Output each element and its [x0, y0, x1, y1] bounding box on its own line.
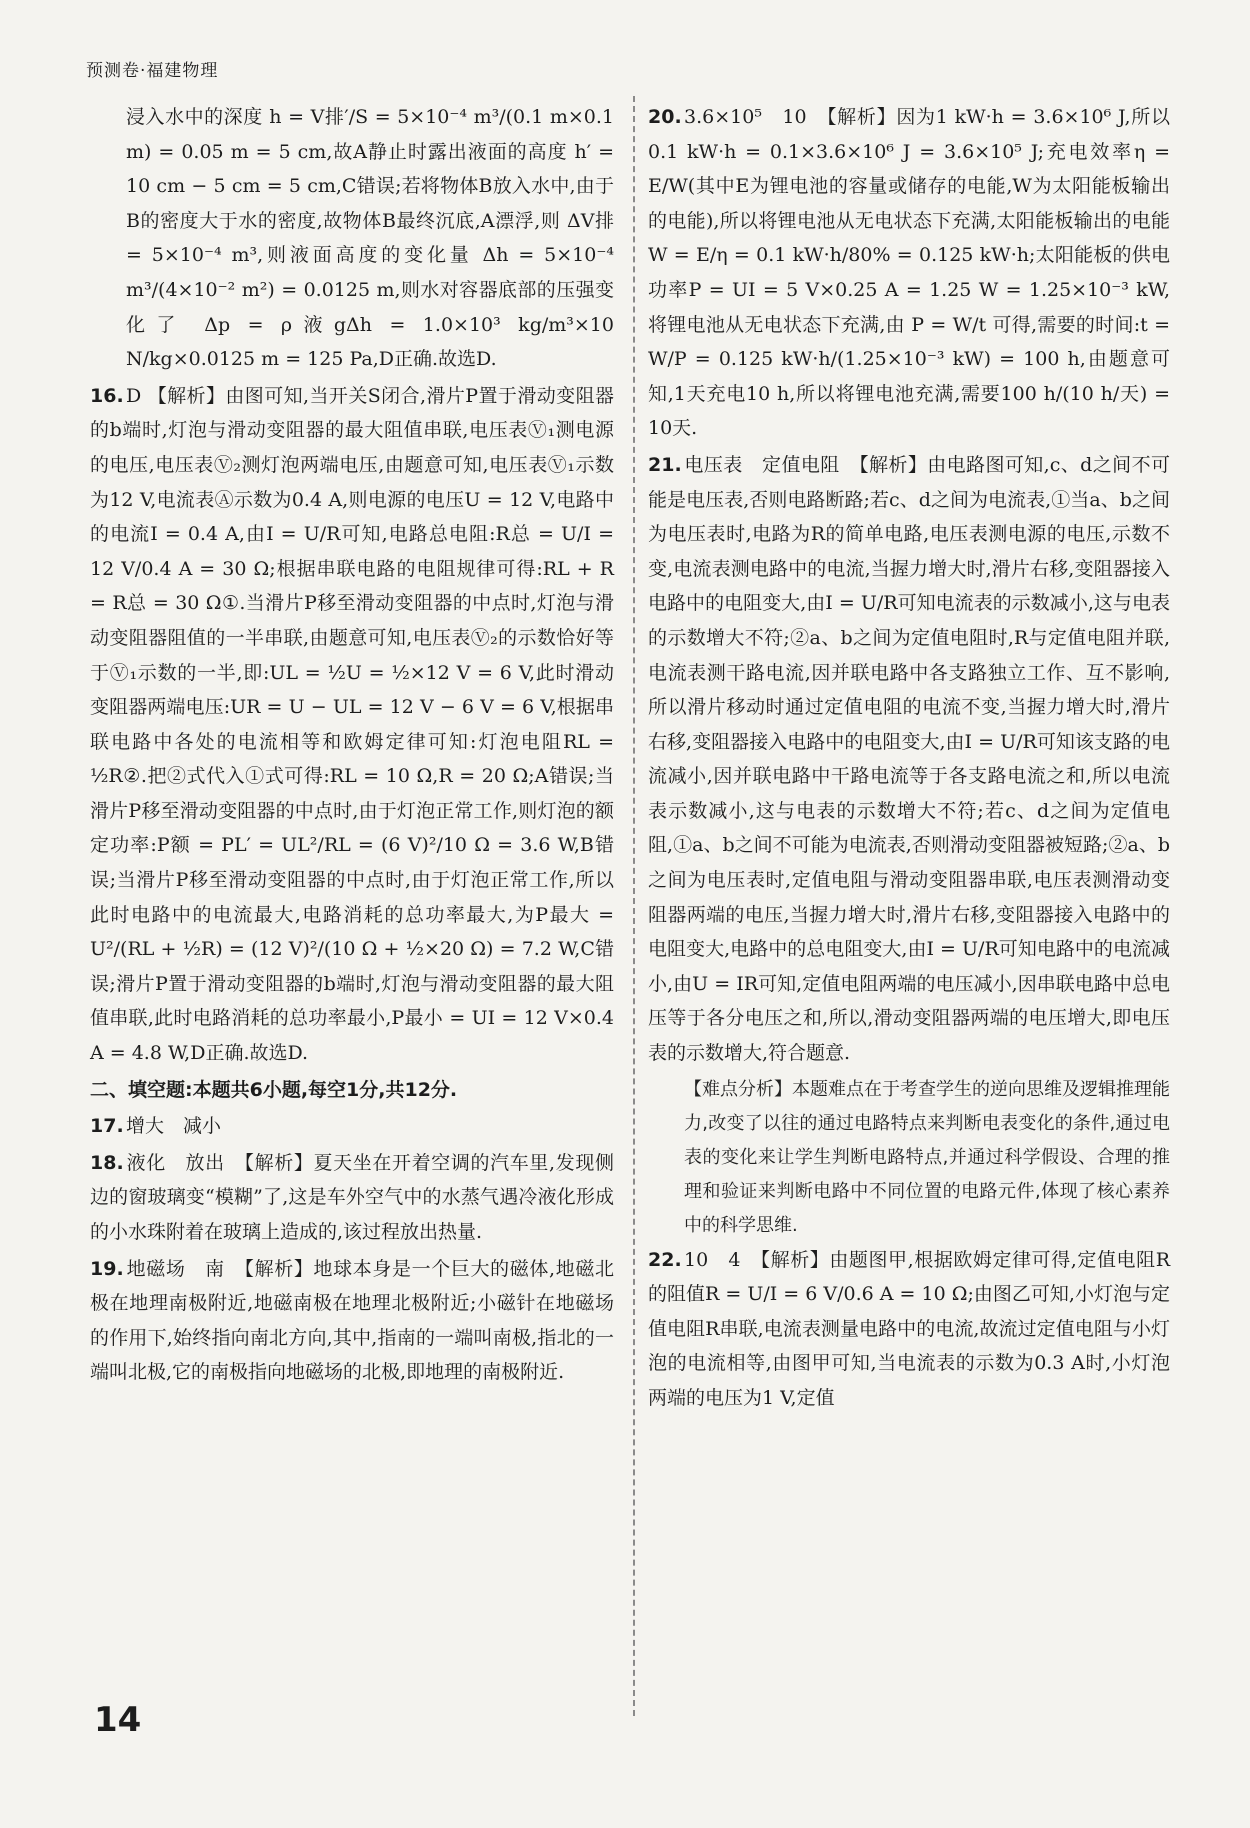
q17-number: 17. — [90, 1115, 124, 1138]
column-divider — [633, 96, 635, 1716]
q15-continuation: 浸入水中的深度 h = V排′/S = 5×10⁻⁴ m³/(0.1 m×0.1 m) = 0.05 m = 5 cm,故A静止时露出液面的高度 h′ = 10 cm − 5 cm = 5 cm,C错误;若将物体B放入水中,由于B的密度大于水的密度,故物体B最终沉底,A漂浮,则 ΔV排 = 5×10⁻⁴ m³,则液面高度的变化量 Δh = 5×10⁻⁴ m³/(4×10⁻² m²) = 0.0125 m,则水对容器底部的压强变化了 Δp = ρ液gΔh = 1.0×10³ kg/m³×10 N/kg×0.0125 m = 125 Pa,D正确.故选D. — [126, 106, 614, 371]
page-header: 预测卷·福建物理 — [86, 61, 219, 81]
q18-text: 液化 放出 【解析】夏天坐在开着空调的汽车里,发现侧边的窗玻璃变“模糊”了,这是车外空气中的水蒸气遇冷液化形成的小水珠附着在玻璃上造成的,该过程放出热量. — [90, 1151, 614, 1243]
q21-number: 21. — [648, 453, 682, 476]
right-column — [648, 100, 1170, 1418]
left-column — [90, 100, 614, 1392]
question-21 — [648, 448, 1170, 1071]
q16-text: D 【解析】由图可知,当开关S闭合,滑片P置于滑动变阻器的b端时,灯泡与滑动变阻器的最大阻值串联,电压表Ⓥ₁测电源的电压,电压表Ⓥ₂测灯泡两端电压,由题意可知,电压表Ⓥ₁示数为12 V,电流表Ⓐ示数为0.4 A,则电源的电压U = 12 V,电路中的电流I = 0.4 A,由I = U/R可知,电路总电阻:R总 = U/I = 12 V/0.4 A = 30 Ω;根据串联电路的电阻规律可得:RL + R = R总 = 30 Ω①.当滑片P移至滑动变阻器的中点时,灯泡与滑动变阻器阻值的一半串联,由题意可知,电压表Ⓥ₂的示数恰好等于Ⓥ₁示数的一半,即:UL = ½U = ½×12 V = 6 V,此时滑动变阻器两端电压:UR = U − UL = 12 V − 6 V = 6 V,根据串联电路中各处的电流相等和欧姆定律可知:灯泡电阻RL = ½R②.把②式代入①式可得:RL = 10 Ω,R = 20 Ω;A错误;当滑片P移至滑动变阻器的中点时,由于灯泡正常工作,则灯泡的额定功率:P额 = PL′ = UL²/RL = (6 V)²/10 Ω = 3.6 W,B错误;当滑片P移至滑动变阻器的中点时,由于灯泡正常工作,所以此时电路中的电流最大,电路消耗的总功率最大,为P最大 = U²/(RL + ½R) = (12 V)²/(10 Ω + ½×20 Ω) = 7.2 W,C错误;滑片P置于滑动变阻器的b端时,灯泡与滑动变阻器的最大阻值串联,此时电路消耗的总功率最小,P最小 = UI = 12 V×0.4 A = 4.8 W,D正确.故选D. — [90, 384, 614, 1065]
difficulty-analysis-note: 【难点分析】本题难点在于考查学生的逆向思维及逻辑推理能力,改变了以往的通过电路特点来判断电表变化的条件,通过电表的变化来让学生判断电路特点,并通过科学假设、合理的推理和验证来判断电路中不同位置的电路元件,体现了核心素养中的科学思维. — [684, 1078, 1170, 1236]
q20-number: 20. — [648, 106, 682, 128]
question-18 — [90, 1146, 614, 1250]
q18-number: 18. — [90, 1151, 124, 1174]
section-2-heading: 二、填空题:本题共6小题,每空1分,共12分. — [90, 1078, 458, 1101]
q21-text: 电压表 定值电阻 【解析】由电路图可知,c、d之间不可能是电压表,否则电路断路;若c、d之间为电流表,①当a、b之间为电压表时,电路为R的简单电路,电压表测电源的电压,示数不变,电流表测电路中的电流,当握力增大时,滑片右移,变阻器接入电路中的电阻变大,由I = U/R可知电流表的示数减小,这与电表的示数增大不符;②a、b之间为定值电阻时,R与定值电阻并联,电流表测干路电流,因并联电路中各支路独立工作、互不影响,所以滑片移动时通过定值电阻的电流不变,当握力增大时,滑片右移,变阻器接入电路中的电阻变大,由I = U/R可知该支路的电流减小,因并联电路中干路电流等于各支路电流之和,所以电流表示数减小,这与电表的示数增大不符;若c、d之间为定值电阻,①a、b之间不可能为电流表,否则滑动变阻器被短路;②a、b之间为电压表时,定值电阻与滑动变阻器串联,电压表测滑动变阻器两端的电压,当握力增大时,滑片右移,变阻器接入电路中的电阻变大,电路中的总电阻变大,由I = U/R可知电路中的电流减小,由U = IR可知,定值电阻两端的电压减小,因串联电路中总电压等于各分电压之和,所以,滑动变阻器两端的电压增大,即电压表的示数增大,符合题意. — [648, 453, 1170, 1065]
question-20 — [648, 100, 1170, 446]
q20-text: 3.6×10⁵ 10 【解析】因为1 kW·h = 3.6×10⁶ J,所以0.1 kW·h = 0.1×3.6×10⁶ J = 3.6×10⁵ J;充电效率η = E/W(其中E为锂电池的容量或储存的电能,W为太阳能板输出的电能),所以将锂电池从无电状态下充满,太阳能板输出的电能 W = E/η = 0.1 kW·h/80% = 0.125 kW·h;太阳能板的供电功率P = UI = 5 V×0.25 A = 1.25 W = 1.25×10⁻³ kW,将锂电池从无电状态下充满,由 P = W/t 可得,需要的时间:t = W/P = 0.125 kW·h/(1.25×10⁻³ kW) = 100 h,由题意可知,1天充电10 h,所以将锂电池充满,需要100 h/(10 h/天) = 10天. — [648, 106, 1170, 440]
question-22 — [648, 1243, 1170, 1416]
q17-text: 增大 减小 — [126, 1115, 222, 1138]
question-16 — [90, 379, 614, 1071]
q16-number: 16. — [90, 384, 124, 407]
q22-text: 10 4 【解析】由题图甲,根据欧姆定律可得,定值电阻R的阻值R = U/I = 6 V/0.6 A = 10 Ω;由图乙可知,小灯泡与定值电阻R串联,电流表测量电路中的电流,故流过定值电阻与小灯泡的电流相等,由图甲可知,当电流表的示数为0.3 A时,小灯泡两端的电压为1 V,定值 — [648, 1248, 1170, 1409]
q19-text: 地磁场 南 【解析】地球本身是一个巨大的磁体,地磁北极在地理南极附近,地磁南极在地理北极附近;小磁针在地磁场的作用下,始终指向南北方向,其中,指南的一端叫南极,指北的一端叫北极,它的南极指向地磁场的北极,即地理的南极附近. — [90, 1257, 614, 1384]
q22-number: 22. — [648, 1248, 682, 1271]
q19-number: 19. — [90, 1257, 124, 1280]
page-number: 14 — [94, 1700, 142, 1740]
question-17 — [90, 1109, 614, 1144]
question-19 — [90, 1252, 614, 1390]
